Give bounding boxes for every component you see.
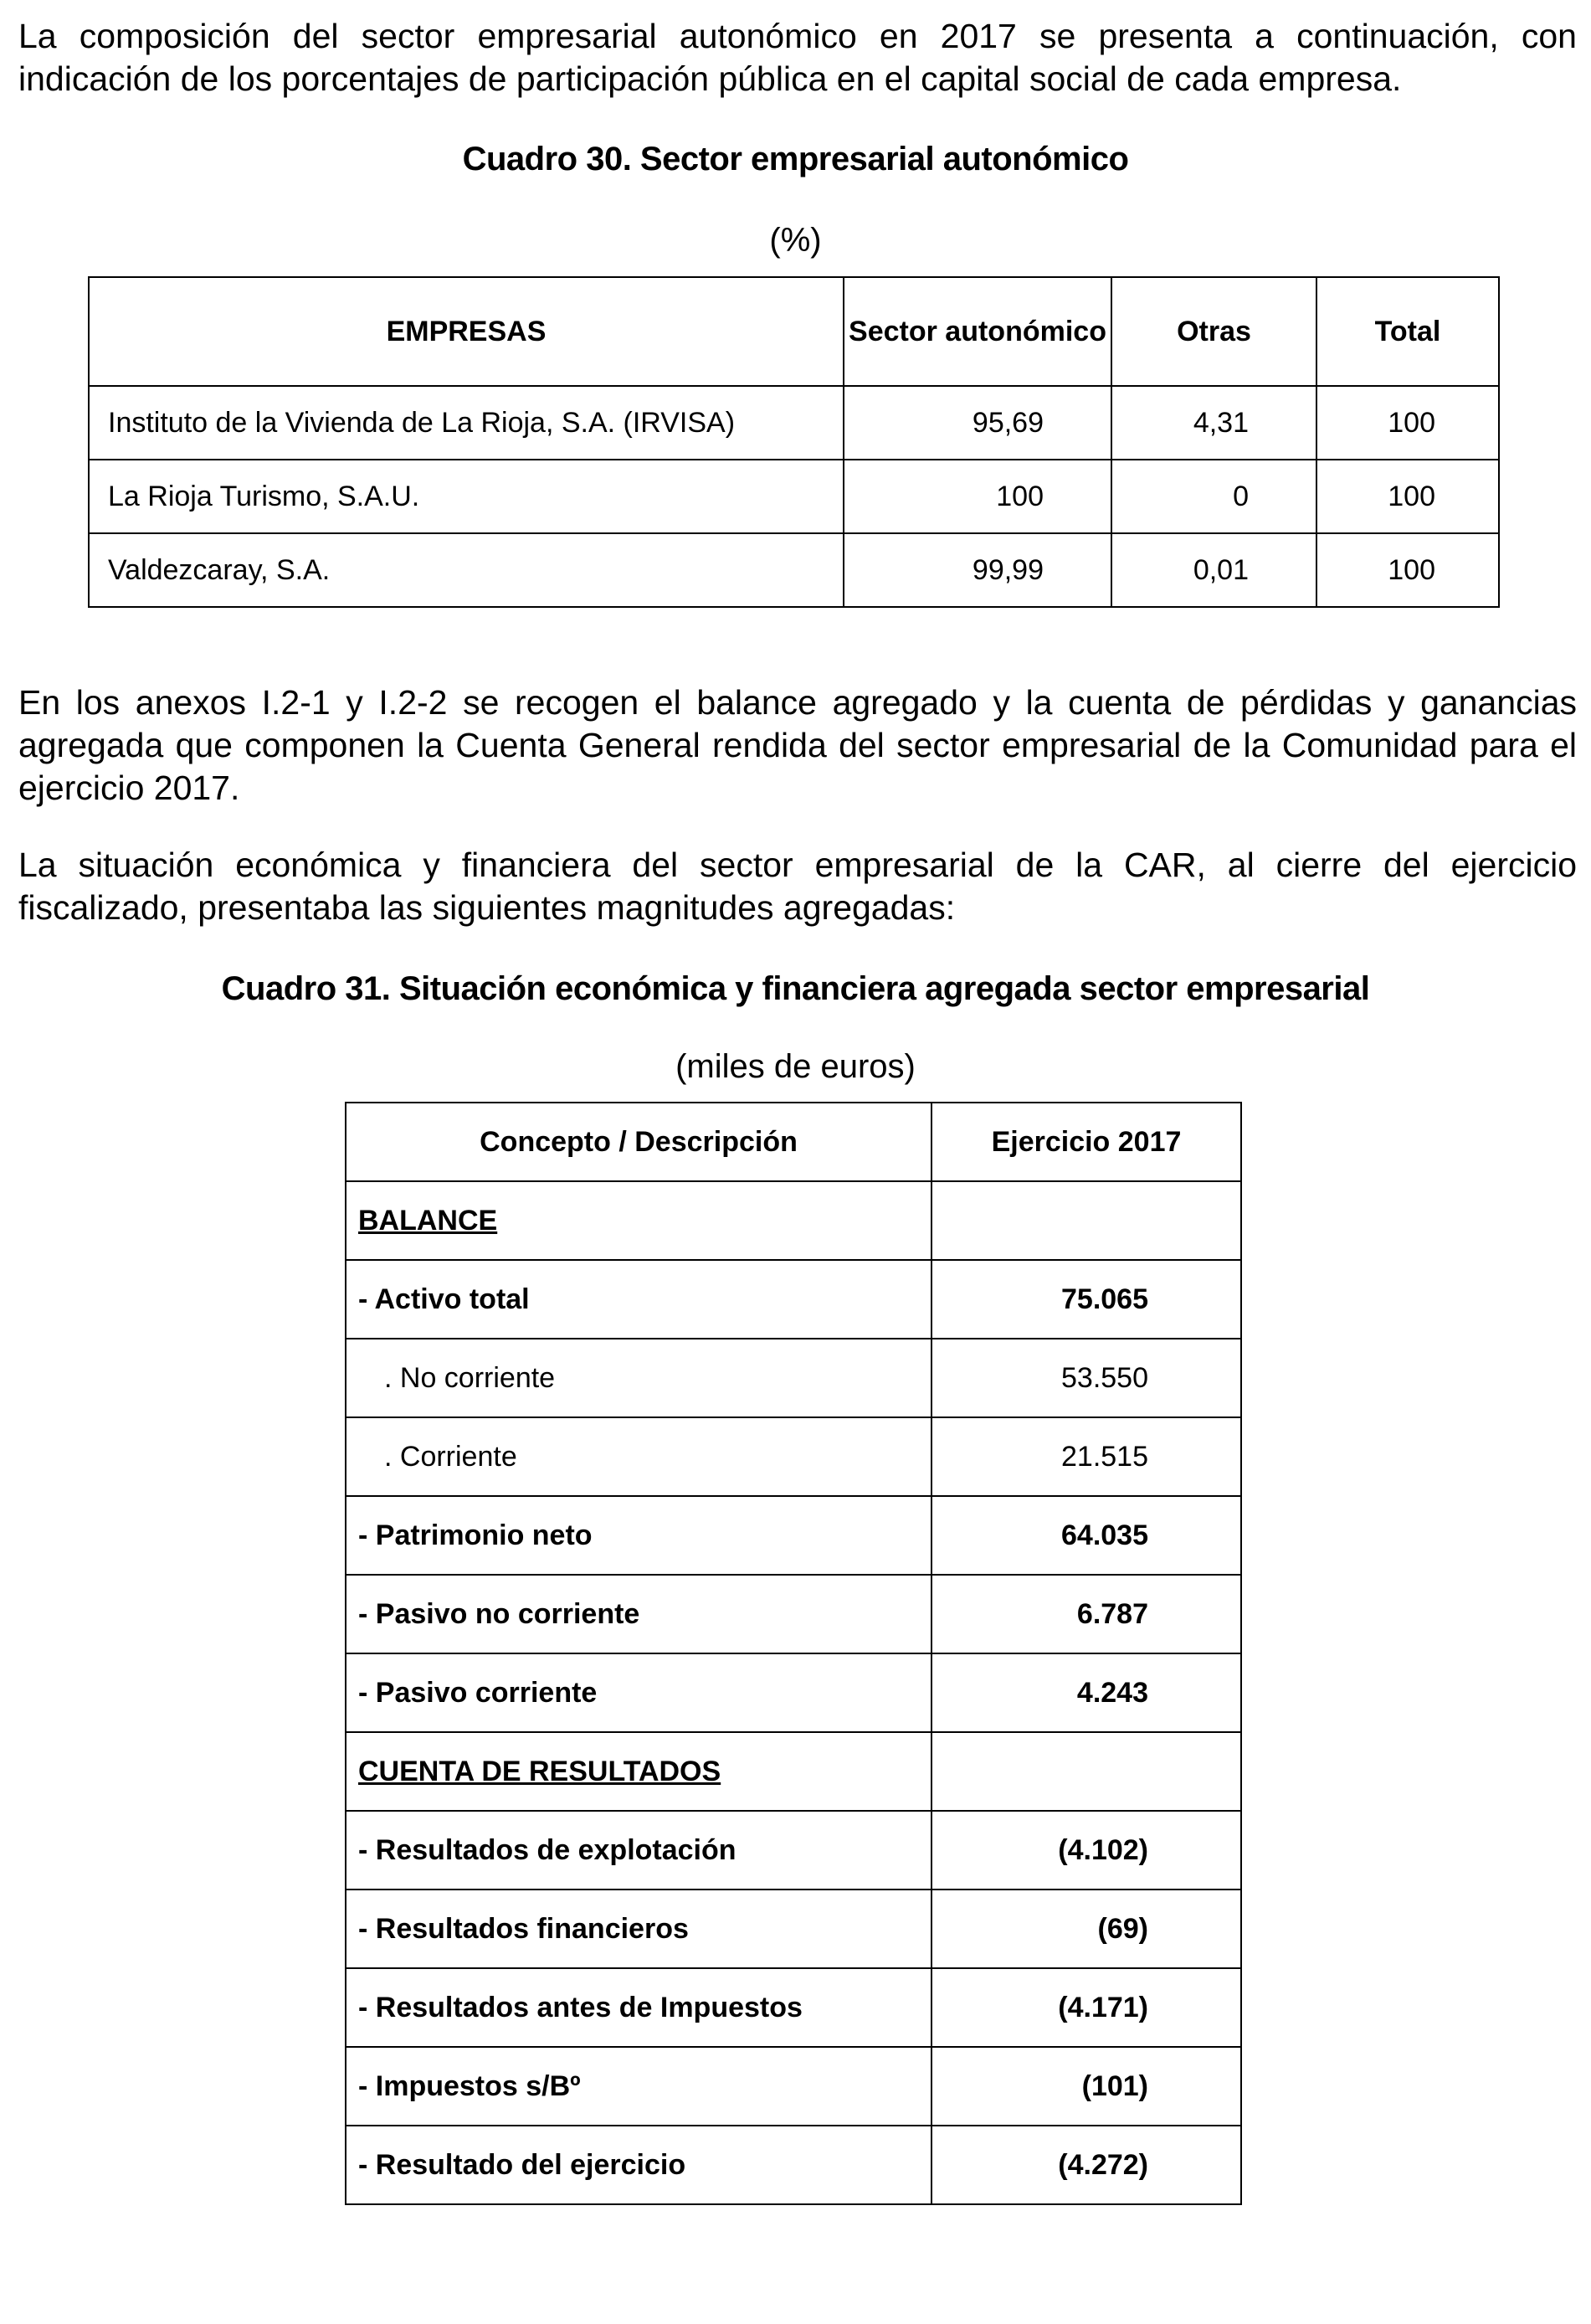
otras-value: 4,31 [1111, 386, 1316, 460]
situation-paragraph: La situación económica y financiera del sector empresarial de la CAR, al cierre del ejercicio fiscalizado, presentaba las siguientes magnitudes agregadas: [18, 846, 1577, 927]
row-value: (101) [932, 2047, 1241, 2126]
row-label: - Resultados financieros [346, 1890, 932, 1968]
row-value: 53.550 [932, 1339, 1241, 1417]
sector-value: 99,99 [844, 533, 1111, 607]
header-otras: Otras [1111, 277, 1316, 386]
table-row [346, 1496, 1241, 1575]
row-value: (4.171) [932, 1968, 1241, 2047]
table-row [89, 386, 1499, 460]
row-value: 6.787 [932, 1575, 1241, 1653]
section-row-balance [346, 1181, 1241, 1260]
header-ejercicio: Ejercicio 2017 [932, 1103, 1241, 1181]
row-label: - Pasivo no corriente [346, 1575, 932, 1653]
sector-value: 100 [844, 460, 1111, 533]
table2-caption: Cuadro 31. Situación económica y financiera agregada sector empresarial [221, 970, 1370, 1007]
otras-value: 0 [1111, 460, 1316, 533]
header-empresas: EMPRESAS [89, 277, 844, 386]
row-value: (4.272) [932, 2126, 1241, 2204]
table-header-row [346, 1103, 1241, 1181]
row-value: (4.102) [932, 1811, 1241, 1890]
total-value: 100 [1316, 533, 1499, 607]
row-label: . No corriente [346, 1339, 932, 1417]
table-row [89, 460, 1499, 533]
table-row [346, 1968, 1241, 2047]
row-label: CUENTA DE RESULTADOS [346, 1732, 932, 1811]
table-row [89, 533, 1499, 607]
table-row [346, 1575, 1241, 1653]
total-value: 100 [1316, 460, 1499, 533]
row-value [932, 1181, 1241, 1260]
financial-table [345, 1102, 1242, 2205]
table-row [346, 1890, 1241, 1968]
table-row [346, 1260, 1241, 1339]
table-row [346, 2047, 1241, 2126]
row-label: - Pasivo corriente [346, 1653, 932, 1732]
intro-paragraph: La composición del sector empresarial autonómico en 2017 se presenta a continuación, con indicación de los porcentajes de participación pública en el capital social de cada empresa. [18, 17, 1577, 98]
row-label: BALANCE [346, 1181, 932, 1260]
company-name: La Rioja Turismo, S.A.U. [89, 460, 844, 533]
header-total: Total [1316, 277, 1499, 386]
table-row [346, 1811, 1241, 1890]
row-label: . Corriente [346, 1417, 932, 1496]
row-label: - Activo total [346, 1260, 932, 1339]
otras-value: 0,01 [1111, 533, 1316, 607]
row-value: 64.035 [932, 1496, 1241, 1575]
company-name: Valdezcaray, S.A. [89, 533, 844, 607]
table1-units: (%) [769, 222, 822, 259]
header-concepto: Concepto / Descripción [346, 1103, 932, 1181]
row-label: - Impuestos s/Bº [346, 2047, 932, 2126]
section-row-cuenta-resultados [346, 1732, 1241, 1811]
total-value: 100 [1316, 386, 1499, 460]
table1-caption: Cuadro 30. Sector empresarial autonómico [462, 141, 1129, 177]
row-label: - Resultados de explotación [346, 1811, 932, 1890]
table2-units: (miles de euros) [675, 1048, 916, 1085]
company-name: Instituto de la Vivienda de La Rioja, S.A. (IRVISA) [89, 386, 844, 460]
row-value: 75.065 [932, 1260, 1241, 1339]
sector-value: 95,69 [844, 386, 1111, 460]
row-value [932, 1732, 1241, 1811]
sector-table [88, 276, 1500, 608]
row-label: - Resultados antes de Impuestos [346, 1968, 932, 2047]
annex-paragraph: En los anexos I.2-1 y I.2-2 se recogen el balance agregado y la cuenta de pérdidas y ganancias agregada que componen la Cuenta General rendida del sector empresarial de la Comunidad para el ejercicio 2017. [18, 683, 1577, 807]
table-row [346, 2126, 1241, 2204]
row-label: - Resultado del ejercicio [346, 2126, 932, 2204]
table-header-row [89, 277, 1499, 386]
row-value: 4.243 [932, 1653, 1241, 1732]
row-value: 21.515 [932, 1417, 1241, 1496]
header-sector-autonomico: Sector autonómico [844, 277, 1111, 386]
table-row [346, 1653, 1241, 1732]
row-value: (69) [932, 1890, 1241, 1968]
table-row [346, 1339, 1241, 1417]
row-label: - Patrimonio neto [346, 1496, 932, 1575]
table-row [346, 1417, 1241, 1496]
